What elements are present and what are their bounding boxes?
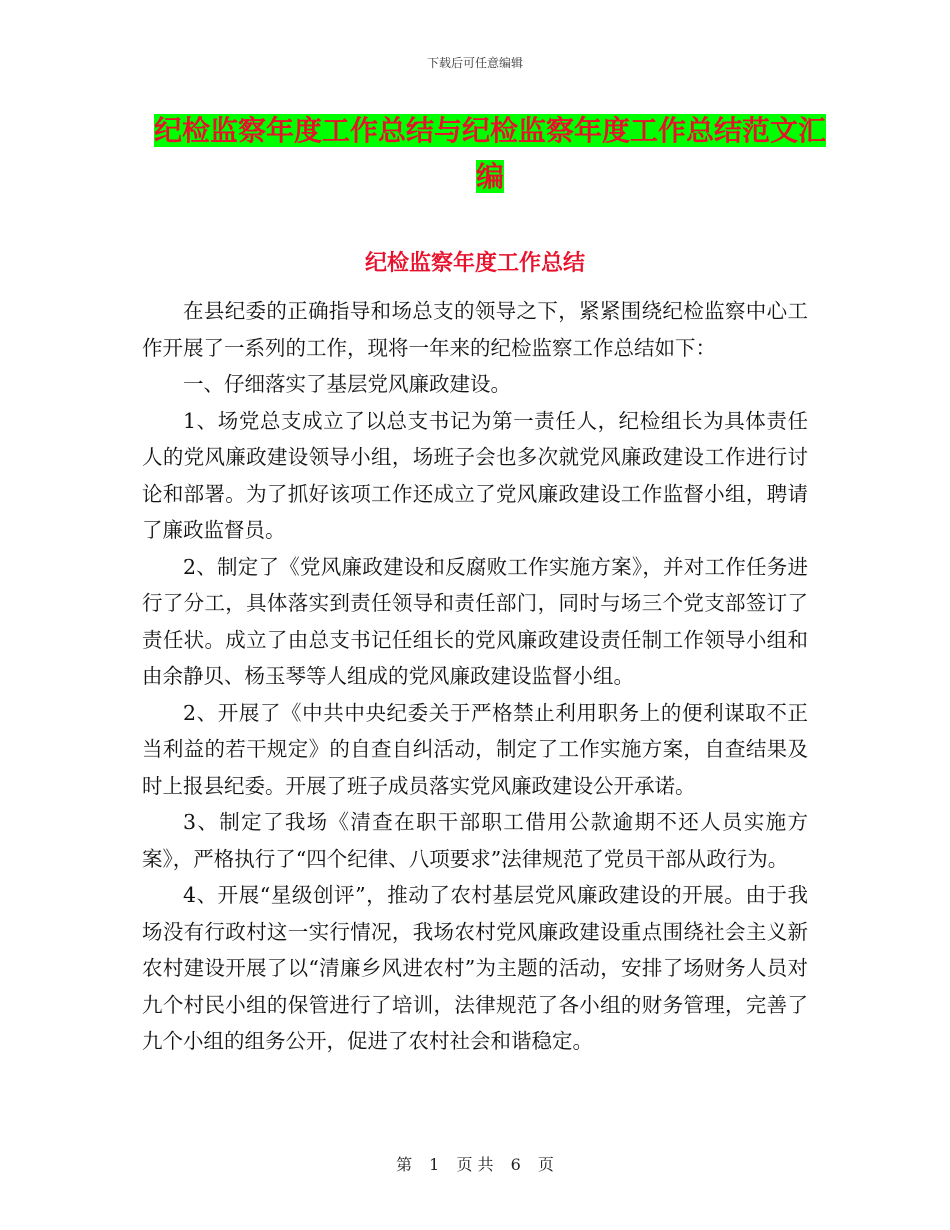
paragraph-item-3: 3、制定了我场《清查在职干部职工借用公款逾期不还人员实施方案》，严格执行了“四个纪律、八项要求”法律规范了党员干部从政行为。: [142, 810, 808, 871]
paragraph-item-2b: 2、开展了《中共中央纪委关于严格禁止利用职务上的便利谋取不正当利益的若干规定》的自查自纠活动，制定了工作实施方案，自查结果及时上报县纪委。开展了班子成员落实党风廉政建设公开承诺。: [142, 700, 808, 798]
paragraph-item-1: 1、场党总支成立了以总支书记为第一责任人，纪检组长为具体责任人的党风廉政建设领导小组，场班子会也多次就党风廉政建设工作进行讨论和部署。为了抓好该项工作还成立了党风廉政建设工作监督小组，聘请了廉政监督员。: [142, 408, 808, 542]
section-title: 纪检监察年度工作总结: [364, 251, 585, 276]
document-body: [142, 293, 808, 1060]
document-title-text: 纪检监察年度工作总结与纪检监察年度工作总结范文汇编: [153, 114, 826, 193]
paragraph-item-4: 4、开展“星级创评”，推动了农村基层党风廉政建设的开展。由于我场没有行政村这一实行情况，我场农村党风廉政建设重点围绕社会主义新农村建设开展了以“清廉乡风进农村”为主题的活动，安排了场财务人员对九个村民小组的保管进行了培训，法律规范了各小组的财务管理，完善了九个小组的组务公开，促进了农村社会和谐稳定。: [142, 883, 808, 1053]
footer-page-number: 1: [429, 1155, 440, 1174]
document-title: [150, 108, 830, 200]
page-footer: [0, 1152, 950, 1175]
paragraph-item-2a: 2、制定了《党风廉政建设和反腐败工作实施方案》，并对工作任务进行了分工，具体落实到责任领导和责任部门，同时与场三个党支部签订了责任状。成立了由总支书记任组长的党风廉政建设责任制工作领导小组和由余静贝、杨玉琴等人组成的党风廉政建设监督小组。: [142, 554, 808, 688]
footer-page-prefix: 第: [396, 1155, 413, 1174]
paragraph-intro: 在县纪委的正确指导和场总支的领导之下，紧紧围绕纪检监察中心工作开展了一系列的工作，现将一年来的纪检监察工作总结如下：: [142, 299, 808, 360]
footer-page-suffix: 页: [537, 1155, 554, 1174]
page-header-note: 下载后可任意编辑: [426, 56, 523, 70]
paragraph-heading-1: 一、仔细落实了基层党风廉政建设。: [183, 372, 511, 396]
footer-total-pages: 6: [510, 1155, 521, 1174]
footer-page-middle: 页 共: [456, 1155, 494, 1174]
